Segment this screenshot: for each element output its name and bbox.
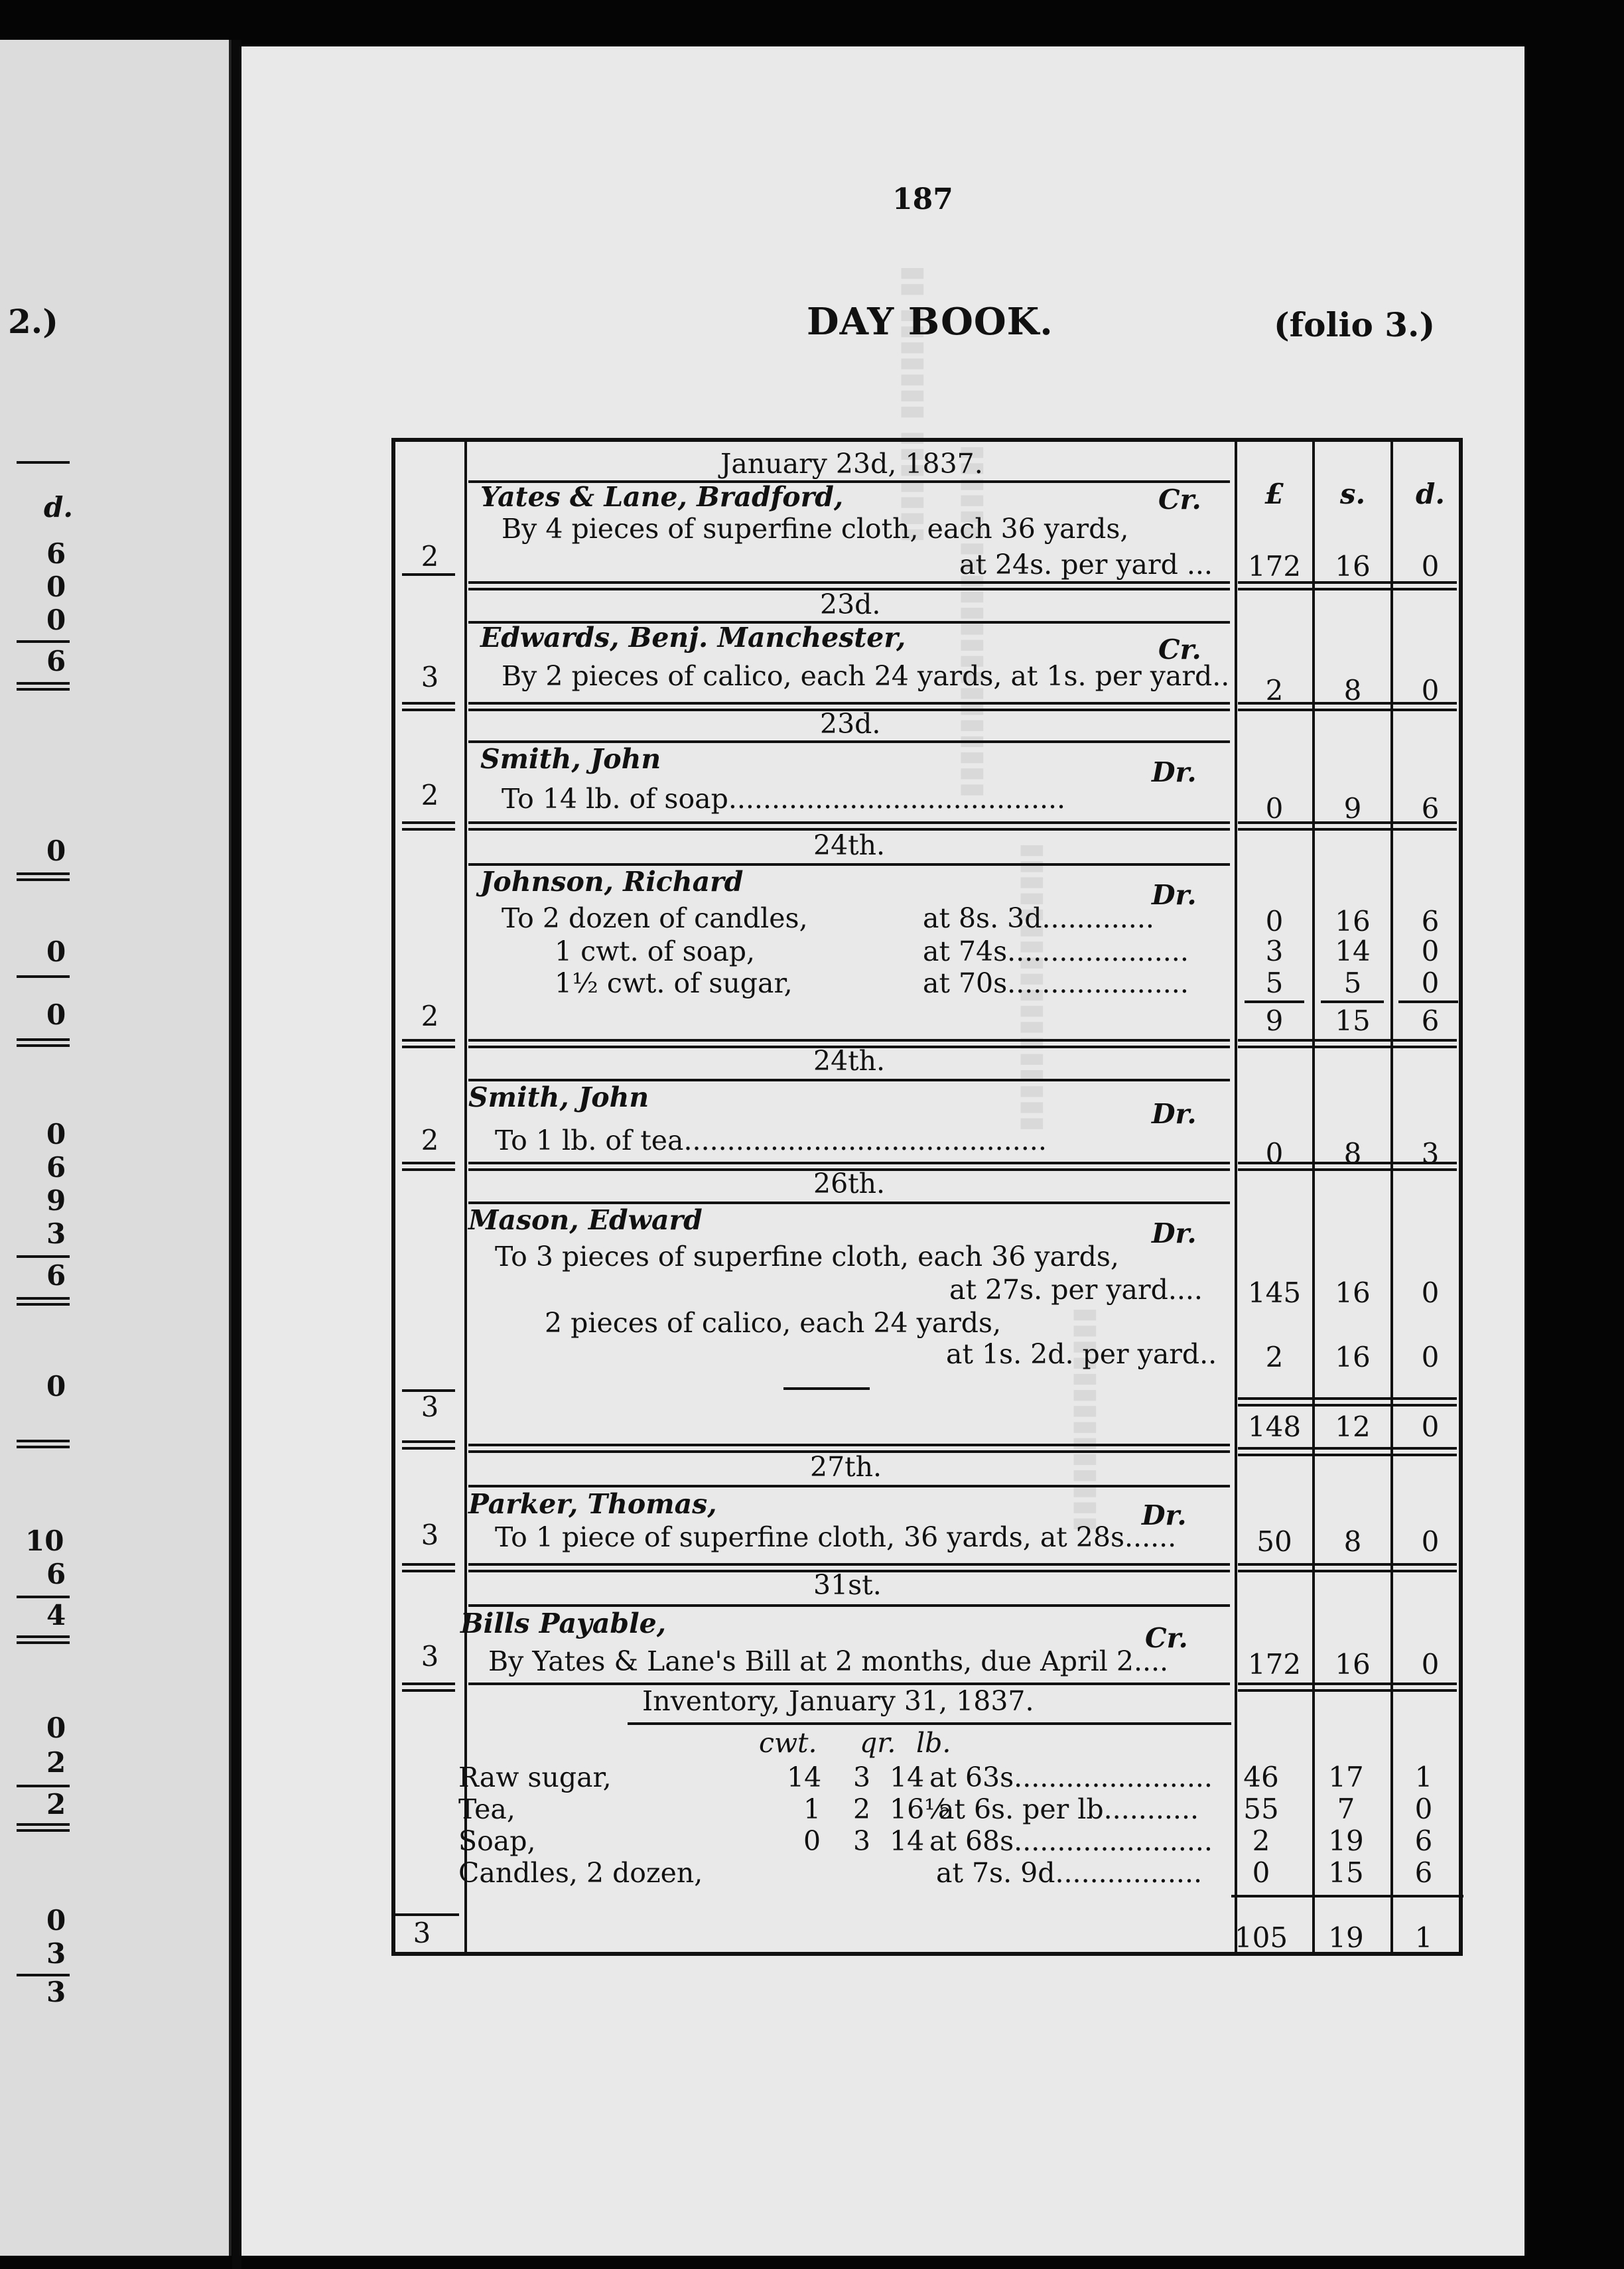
entry-line: By Yates & Lane's Bill at 2 months, due April 2.... xyxy=(488,1645,1169,1677)
entry-folio: 2 xyxy=(421,1000,439,1032)
left-figure: 6 xyxy=(46,1558,66,1590)
entry-item: To 2 dozen of candles, xyxy=(502,902,808,934)
entry-line: To 3 pieces of superfine cloth, each 36 yards, xyxy=(495,1241,1119,1272)
amount-separator xyxy=(1238,1397,1457,1407)
left-figure: 2 xyxy=(46,1746,66,1779)
inventory-cwt: 14 xyxy=(787,1761,822,1793)
entry-account: Mason, Edward xyxy=(468,1204,703,1236)
left-double-rule xyxy=(17,872,70,881)
entry-line: By 2 pieces of calico, each 24 yards, at 1s. per yard.. xyxy=(502,660,1230,692)
folio-rule xyxy=(402,1563,455,1572)
pence-value: 1 xyxy=(1414,1761,1433,1793)
entry-side: Dr. xyxy=(1152,1098,1197,1130)
left-figure: 0 xyxy=(46,998,66,1031)
pence-value: 6 xyxy=(1421,905,1440,937)
pounds-value: 0 xyxy=(1265,1137,1284,1170)
left-figure: 0 xyxy=(46,1904,66,1937)
left-double-rule xyxy=(17,1038,70,1047)
total-pounds: 148 xyxy=(1247,1410,1302,1443)
pounds-value: 172 xyxy=(1247,1648,1302,1681)
inventory-rate: at 7s. 9d................. xyxy=(936,1857,1203,1889)
left-figure: 4 xyxy=(46,1599,66,1631)
pounds-value: 0 xyxy=(1252,1856,1270,1889)
pence-value: 0 xyxy=(1421,1525,1440,1558)
inventory-cwt: 0 xyxy=(803,1825,821,1857)
inventory-heading-rule xyxy=(628,1722,1231,1725)
short-rule xyxy=(783,1387,870,1390)
shillings-value: 16 xyxy=(1335,1341,1371,1373)
page-number: 187 xyxy=(892,182,953,216)
left-double-rule xyxy=(17,1823,70,1832)
left-page xyxy=(0,40,232,2256)
left-figure: 6 xyxy=(46,537,66,570)
entry-rate: at 8s. 3d............. xyxy=(923,902,1154,934)
amount-separator xyxy=(1238,1563,1457,1572)
folio-rule xyxy=(402,1683,455,1692)
left-figure: 2 xyxy=(46,1788,66,1821)
folio-label: (folio 3.) xyxy=(1274,305,1436,344)
amount-separator xyxy=(1238,1447,1457,1456)
pence-value: 0 xyxy=(1414,1793,1433,1825)
pounds-column-rule xyxy=(1235,442,1237,1952)
entry-account: Smith, John xyxy=(480,743,661,775)
total-pounds: 105 xyxy=(1234,1921,1288,1954)
entry-date: 24th. xyxy=(813,829,886,861)
pounds-value: 2 xyxy=(1252,1824,1270,1857)
pence-header: d. xyxy=(1416,478,1445,510)
inventory-item: Soap, xyxy=(458,1825,536,1857)
entry-account: Johnson, Richard xyxy=(480,866,744,898)
subtotal-rule xyxy=(1321,1000,1384,1003)
left-figure: 6 xyxy=(46,1151,66,1184)
entry-line: at 1s. 2d. per yard.. xyxy=(946,1338,1217,1370)
amount-separator xyxy=(1238,702,1457,711)
date-rule xyxy=(468,1485,1230,1487)
left-double-rule xyxy=(17,682,70,691)
entry-date: 23d. xyxy=(820,588,881,620)
total-shillings: 12 xyxy=(1335,1410,1371,1443)
inventory-rate: at 6s. per lb........... xyxy=(938,1793,1199,1825)
pence-value: 6 xyxy=(1414,1856,1433,1889)
subtotal-rule xyxy=(1398,1000,1458,1003)
left-figure: 0 xyxy=(46,1370,66,1403)
inventory-qr: 3 xyxy=(853,1761,871,1793)
entry-date: 27th. xyxy=(810,1451,882,1483)
pence-value: 6 xyxy=(1421,792,1440,825)
pounds-value: 5 xyxy=(1265,967,1284,999)
amount-separator xyxy=(1238,1162,1457,1171)
left-rule xyxy=(17,975,70,978)
pence-column-rule xyxy=(1390,442,1393,1952)
inventory-qr: 2 xyxy=(853,1793,871,1825)
left-rule xyxy=(17,461,70,464)
left-rule xyxy=(17,640,70,643)
total-pounds: 9 xyxy=(1265,1004,1284,1037)
total-pence: 1 xyxy=(1414,1921,1433,1954)
page-title: DAY BOOK. xyxy=(807,300,1053,344)
subtotal-rule xyxy=(1245,1000,1304,1003)
pence-value: 6 xyxy=(1414,1824,1433,1857)
pounds-value: 0 xyxy=(1265,792,1284,825)
inventory-folio: 3 xyxy=(413,1917,431,1949)
left-figure: 0 xyxy=(46,935,66,968)
entry-date: 31st. xyxy=(813,1569,882,1601)
left-figure: 6 xyxy=(46,1259,66,1292)
folio-rule xyxy=(402,1162,455,1171)
entry-account: Edwards, Benj. Manchester, xyxy=(480,622,906,653)
entry-side: Dr. xyxy=(1152,1217,1197,1249)
amount-separator xyxy=(1238,1683,1457,1692)
left-figure: 3 xyxy=(46,1217,66,1250)
pence-value: 3 xyxy=(1421,1137,1440,1170)
qr-header: qr. xyxy=(860,1727,896,1759)
pence-value: 0 xyxy=(1421,550,1440,583)
left-figure: 0 xyxy=(46,604,66,636)
left-figure: 3 xyxy=(46,1976,66,2008)
shillings-column-rule xyxy=(1312,442,1315,1952)
entry-date: 23d. xyxy=(820,708,881,740)
entry-folio: 3 xyxy=(421,1391,439,1423)
inventory-item: Tea, xyxy=(458,1793,515,1825)
entry-account: Bills Payable, xyxy=(460,1608,667,1639)
pence-value: 0 xyxy=(1421,674,1440,707)
entry-line: 2 pieces of calico, each 24 yards, xyxy=(545,1307,1002,1339)
entry-line: To 14 lb. of soap....................................... xyxy=(502,783,1066,815)
shillings-value: 17 xyxy=(1328,1761,1364,1793)
shillings-value: 8 xyxy=(1343,674,1362,707)
left-double-rule xyxy=(17,1440,70,1448)
total-pence: 0 xyxy=(1421,1410,1440,1443)
left-rule xyxy=(17,1785,70,1787)
left-figure: 0 xyxy=(46,1712,66,1744)
pounds-value: 50 xyxy=(1256,1525,1292,1558)
left-figure: 10 xyxy=(25,1525,64,1557)
left-folio-label: 2.) xyxy=(8,302,58,341)
entry-folio: 2 xyxy=(421,1124,439,1156)
folio-rule xyxy=(402,1039,455,1048)
left-double-rule xyxy=(17,1297,70,1306)
left-d-header: d. xyxy=(44,491,73,523)
entry-line: To 1 lb. of tea.......................................... xyxy=(495,1125,1047,1156)
pounds-header: £ xyxy=(1264,478,1284,510)
shillings-value: 15 xyxy=(1328,1856,1364,1889)
book-gutter xyxy=(232,40,241,2269)
entry-date: January 23d, 1837. xyxy=(720,448,983,480)
pence-value: 0 xyxy=(1421,1341,1440,1373)
entry-line: at 24s. per yard ... xyxy=(959,549,1213,581)
shillings-value: 16 xyxy=(1335,1276,1371,1309)
inventory-lb: 16½ xyxy=(890,1793,951,1825)
shillings-value: 9 xyxy=(1343,792,1362,825)
pence-value: 0 xyxy=(1421,1648,1440,1681)
folio-column-rule xyxy=(464,442,467,1952)
pounds-value: 46 xyxy=(1243,1761,1279,1793)
pence-value: 0 xyxy=(1421,1276,1440,1309)
entry-side: Cr. xyxy=(1158,634,1201,665)
entry-rate: at 70s..................... xyxy=(923,967,1189,999)
total-pence: 6 xyxy=(1421,1004,1440,1037)
total-shillings: 19 xyxy=(1328,1921,1364,1954)
folio-rule xyxy=(402,1440,455,1450)
shillings-value: 8 xyxy=(1343,1525,1362,1558)
left-rule xyxy=(17,1596,70,1598)
folio-rule xyxy=(402,702,455,711)
inventory-lb: 14 xyxy=(890,1761,925,1793)
inventory-lb: 14 xyxy=(890,1825,925,1857)
amount-separator xyxy=(1238,581,1457,590)
entry-folio: 2 xyxy=(421,540,439,573)
entry-side: Dr. xyxy=(1152,756,1197,788)
shillings-value: 16 xyxy=(1335,905,1371,937)
pence-value: 0 xyxy=(1421,935,1440,967)
entry-side: Dr. xyxy=(1142,1499,1187,1531)
entry-side: Cr. xyxy=(1158,484,1201,516)
entry-account: Parker, Thomas, xyxy=(468,1488,717,1520)
shillings-value: 8 xyxy=(1343,1137,1362,1170)
date-rule xyxy=(468,1604,1230,1607)
left-figure: 3 xyxy=(46,1937,66,1970)
folio-rule xyxy=(395,1913,459,1916)
left-rule xyxy=(17,1255,70,1258)
inventory-cwt: 1 xyxy=(803,1793,821,1825)
pounds-value: 55 xyxy=(1243,1793,1279,1825)
shillings-value: 16 xyxy=(1335,1648,1371,1681)
entry-account: Smith, John xyxy=(468,1081,649,1113)
left-figure: 6 xyxy=(46,645,66,677)
entry-line: By 4 pieces of superfine cloth, each 36 yards, xyxy=(502,513,1129,545)
inventory-qr: 3 xyxy=(853,1825,871,1857)
inventory-item: Candles, 2 dozen, xyxy=(458,1857,703,1889)
amount-separator xyxy=(1238,1039,1457,1048)
entry-line: at 27s. per yard.... xyxy=(949,1274,1203,1306)
pence-value: 0 xyxy=(1421,967,1440,999)
entry-date: 24th. xyxy=(813,1045,886,1077)
day-book-ledger xyxy=(391,438,1463,1956)
shillings-value: 14 xyxy=(1335,935,1371,967)
entry-rate: at 74s..................... xyxy=(923,935,1189,967)
inventory-heading: Inventory, January 31, 1837. xyxy=(642,1685,1034,1717)
shillings-value: 7 xyxy=(1337,1793,1355,1825)
left-figure: 9 xyxy=(46,1184,66,1217)
cwt-header: cwt. xyxy=(759,1727,817,1759)
lb-header: lb. xyxy=(916,1727,951,1759)
entry-folio: 2 xyxy=(421,779,439,811)
left-figure: 0 xyxy=(46,1118,66,1150)
inventory-item: Raw sugar, xyxy=(458,1761,612,1793)
pounds-value: 2 xyxy=(1265,674,1284,707)
folio-rule xyxy=(402,821,455,831)
entry-folio: 3 xyxy=(421,1640,439,1673)
inventory-total-rule xyxy=(1231,1895,1463,1897)
entry-side: Cr. xyxy=(1145,1622,1188,1654)
shillings-value: 5 xyxy=(1343,967,1362,999)
entry-item: 1 cwt. of soap, xyxy=(555,935,756,967)
pounds-value: 145 xyxy=(1247,1276,1302,1309)
shillings-value: 19 xyxy=(1328,1824,1364,1857)
entry-account: Yates & Lane, Bradford, xyxy=(480,481,844,513)
left-figure: 0 xyxy=(46,835,66,867)
entry-line: To 1 piece of superfine cloth, 36 yards, at 28s...... xyxy=(495,1521,1177,1553)
inventory-rate: at 68s....................... xyxy=(929,1825,1213,1857)
entry-item: 1½ cwt. of sugar, xyxy=(555,967,793,999)
show-through-from-reverse: ▮▮ ▮▮▮▮▮▮▮ ▮▮▮▮▮▮▮ ▮▮▮▮▮▮▮▮▮▮▮▮▮▮▮▮▮▮▮▮▮▮ ▮▮▮▮▮▮▮▮▮▮▮▮▮▮▮▮▮▮ ▮▮▮▮▮▮▮▮▮▮▮▮▮▮ xyxy=(898,265,1104,1532)
entry-side: Dr. xyxy=(1152,879,1197,911)
amount-separator xyxy=(1238,821,1457,831)
total-shillings: 15 xyxy=(1335,1004,1371,1037)
pounds-value: 172 xyxy=(1247,550,1302,583)
folio-rule xyxy=(402,573,455,576)
inventory-rate: at 63s....................... xyxy=(929,1761,1213,1793)
left-double-rule xyxy=(17,1635,70,1644)
left-figure: 0 xyxy=(46,571,66,603)
pounds-value: 3 xyxy=(1265,935,1284,967)
entry-folio: 3 xyxy=(421,1519,439,1551)
pounds-value: 2 xyxy=(1265,1341,1284,1373)
entry-folio: 3 xyxy=(421,661,439,693)
shillings-header: s. xyxy=(1339,478,1366,510)
shillings-value: 16 xyxy=(1335,550,1371,583)
entry-date: 26th. xyxy=(813,1168,886,1200)
pounds-value: 0 xyxy=(1265,905,1284,937)
